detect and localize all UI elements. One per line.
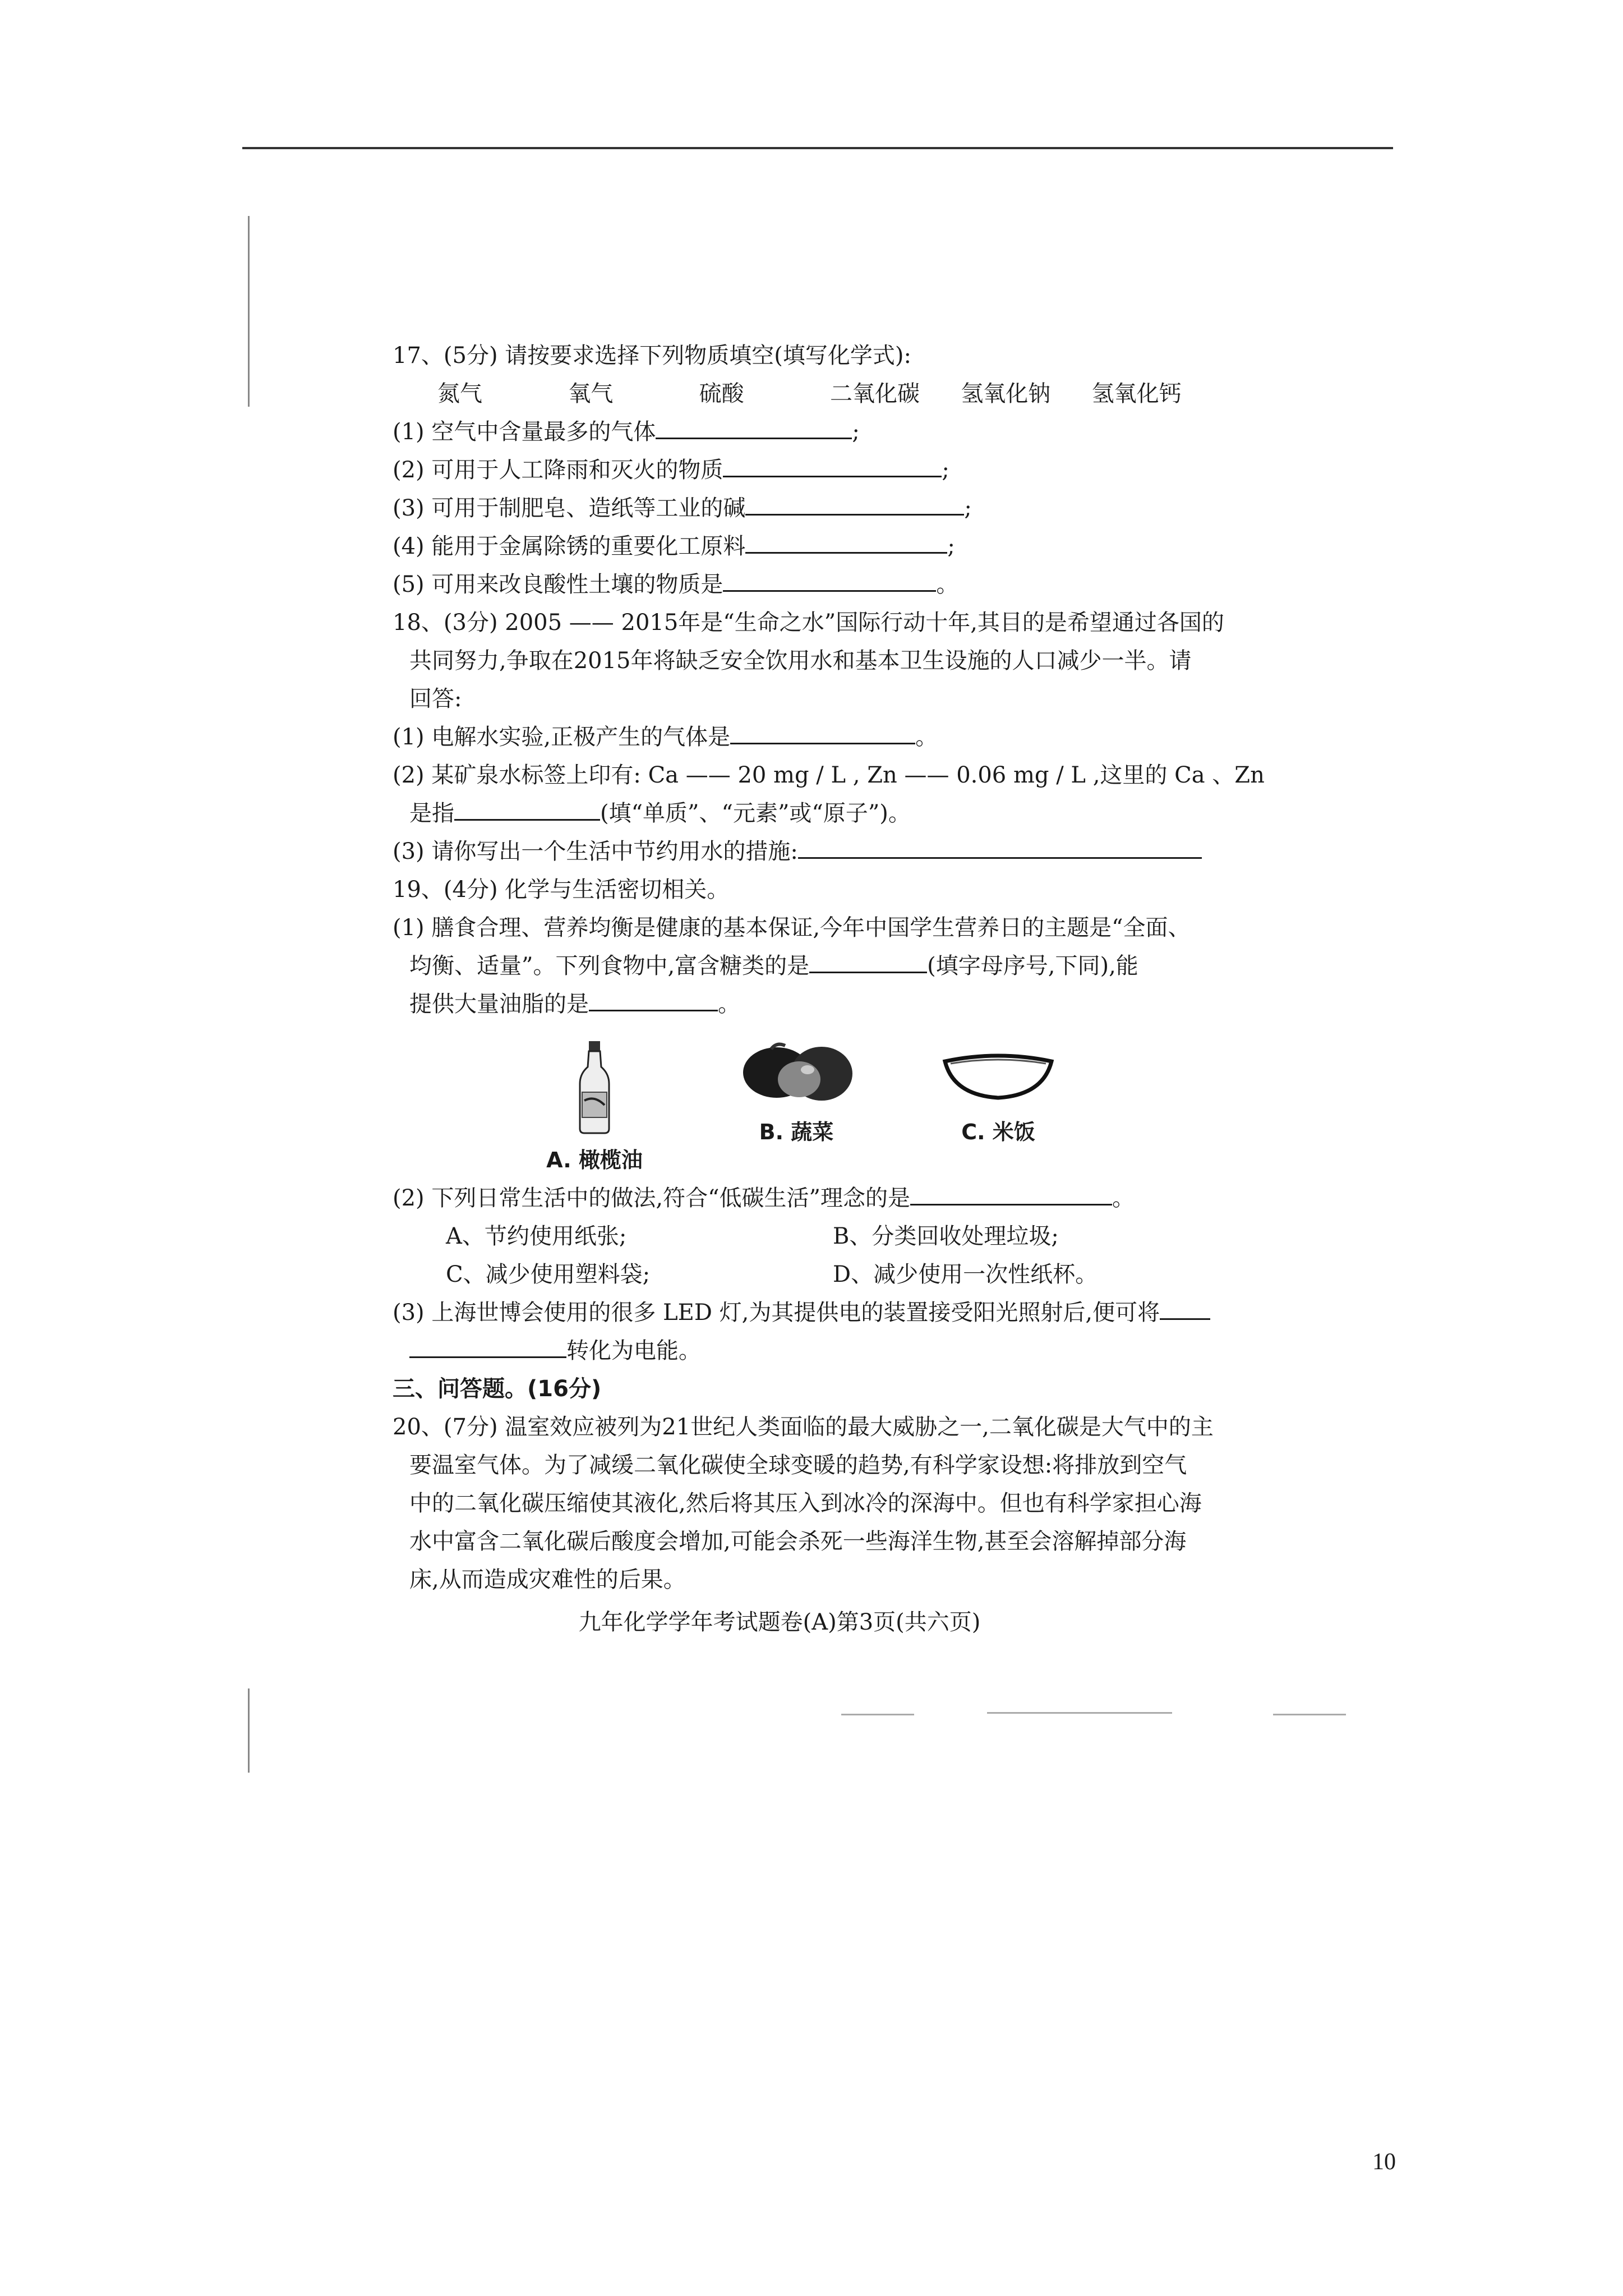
substance: 氢氧化钠	[961, 381, 1051, 407]
option-a: A、节约使用纸张;	[446, 1223, 627, 1249]
q20-line: 中的二氧化碳压缩使其液化,然后将其压入到冰冷的深海中。但也有科学家担心海	[409, 1490, 1202, 1516]
scan-edge	[248, 1688, 250, 1773]
page-number: 10	[1372, 2149, 1396, 2175]
scan-mark	[987, 1712, 1172, 1714]
food-olive-oil	[516, 1039, 673, 1179]
food-label: A. 橄榄油	[546, 1148, 643, 1172]
answer-blank[interactable]	[589, 986, 718, 1011]
q19-options	[393, 1255, 1223, 1294]
q20-line: 水中富含二氧化碳后酸度会增加,可能会杀死一些海洋生物,甚至会溶解掉部分海	[409, 1529, 1187, 1554]
q17-substances	[393, 375, 1223, 413]
q19-item: (1) 膳食合理、营养均衡是健康的基本保证,今年中国学生营养日的主题是“全面、	[393, 915, 1191, 941]
q17-item: (3) 可用于制肥皂、造纸等工业的碱 ;	[393, 489, 1223, 527]
q17-item: (4) 能用于金属除锈的重要化工原料 ;	[393, 527, 1223, 565]
option-c: C、减少使用塑料袋;	[446, 1262, 651, 1287]
scan-mark	[841, 1714, 914, 1715]
food-images	[516, 1039, 1077, 1179]
q19-options	[393, 1217, 1223, 1255]
substance: 氮气	[437, 381, 482, 407]
answer-blank[interactable]	[1160, 1295, 1210, 1320]
answer-blank[interactable]	[723, 567, 936, 592]
option-d: D、减少使用一次性纸杯。	[833, 1262, 1098, 1287]
food-rice	[920, 1039, 1077, 1179]
q19-item-cont: 均衡、适量”。下列食物中,富含糖类的是 (填字母序号,下同),能	[393, 947, 1223, 985]
q20-line: 床,从而造成灾难性的后果。	[409, 1567, 686, 1593]
answer-blank[interactable]	[745, 490, 964, 516]
vegetables-icon	[737, 1039, 855, 1106]
answer-blank[interactable]	[910, 1180, 1112, 1205]
q17-item: (2) 可用于人工降雨和灭火的物质 ;	[393, 451, 1223, 489]
q18-item: (3) 请你写出一个生活中节约用水的措施:	[393, 832, 1223, 871]
exam-page	[393, 337, 1265, 1641]
food-label: B. 蔬菜	[759, 1120, 834, 1144]
answer-blank[interactable]	[656, 414, 852, 439]
q19-item-cont: 转化为电能。	[393, 1332, 1223, 1370]
answer-blank[interactable]	[723, 452, 942, 477]
q19-item-cont: 提供大量油脂的是 。	[393, 985, 1223, 1023]
rice-bowl-icon	[939, 1039, 1057, 1106]
q18-title: 18、(3分) 2005 —— 2015年是“生命之水”国际行动十年,其目的是希望通过各国的	[393, 610, 1224, 636]
section-heading: 三、问答题。(16分)	[393, 1376, 602, 1402]
answer-blank[interactable]	[730, 719, 915, 744]
answer-blank[interactable]	[798, 834, 1202, 859]
q19-title: 19、(4分) 化学与生活密切相关。	[393, 877, 730, 903]
top-rule	[242, 147, 1393, 149]
q19-item: (3) 上海世博会使用的很多 LED 灯,为其提供电的装置接受阳光照射后,便可将	[393, 1294, 1223, 1332]
option-b: B、分类回收处理垃圾;	[833, 1223, 1059, 1249]
q17-item: (1) 空气中含量最多的气体 ;	[393, 413, 1223, 451]
answer-blank[interactable]	[409, 1333, 566, 1358]
substance: 二氧化碳	[829, 381, 920, 407]
substance: 硫酸	[699, 381, 744, 407]
substance: 氧气	[568, 381, 614, 407]
scan-mark	[1273, 1714, 1346, 1715]
q18-item: (2) 某矿泉水标签上印有: Ca —— 20 mg / L , Zn —— 0.06 mg / L ,这里的 Ca 、Zn	[393, 762, 1265, 788]
substance: 氢氧化钙	[1091, 381, 1182, 407]
q18-title-cont: 回答:	[409, 686, 462, 712]
q19-item: (2) 下列日常生活中的做法,符合“低碳生活”理念的是 。	[393, 1179, 1223, 1217]
bottle-icon	[572, 1039, 617, 1134]
answer-blank[interactable]	[809, 948, 927, 973]
page-footer: 九年化学学年考试题卷(A)第3页(共六页)	[578, 1609, 981, 1635]
q17-title: 17、(5分) 请按要求选择下列物质填空(填写化学式):	[393, 343, 911, 369]
answer-blank[interactable]	[454, 795, 600, 821]
q17-item: (5) 可用来改良酸性土壤的物质是 。	[393, 565, 1223, 604]
scan-edge	[248, 216, 250, 407]
food-label: C. 米饭	[961, 1120, 1035, 1144]
q18-item-cont: 是指 (填“单质”、“元素”或“原子”)。	[393, 794, 1223, 832]
q18-title-cont: 共同努力,争取在2015年将缺乏安全饮用水和基本卫生设施的人口减少一半。请	[409, 648, 1192, 674]
q18-item: (1) 电解水实验,正极产生的气体是 。	[393, 718, 1223, 756]
food-vegetables	[718, 1039, 875, 1179]
q20-line: 20、(7分) 温室效应被列为21世纪人类面临的最大威胁之一,二氧化碳是大气中的主	[393, 1414, 1214, 1440]
q20-line: 要温室气体。为了减缓二氧化碳使全球变暖的趋势,有科学家设想:将排放到空气	[409, 1452, 1187, 1478]
answer-blank[interactable]	[745, 528, 947, 554]
